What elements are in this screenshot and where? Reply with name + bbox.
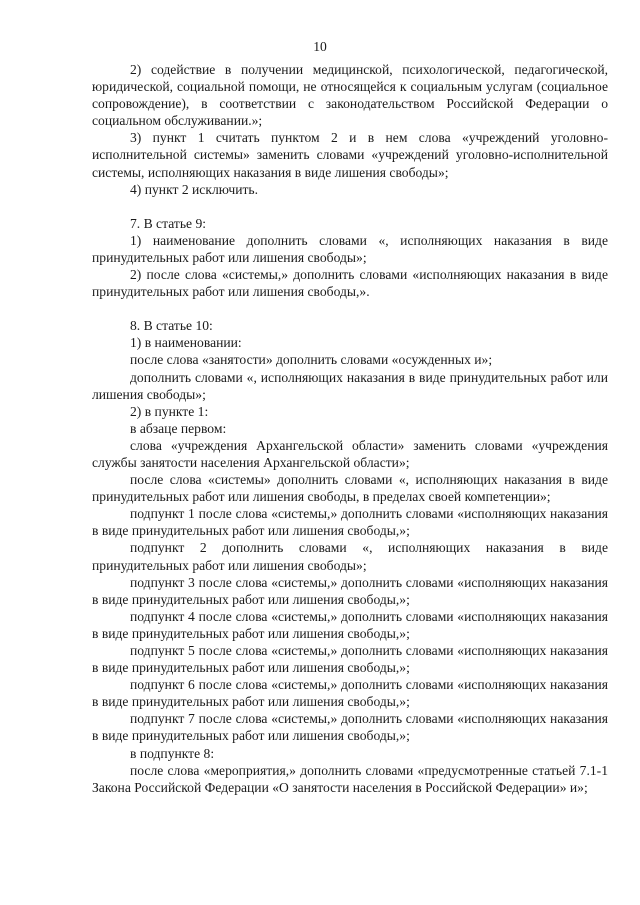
paragraph: после слова «мероприятия,» дополнить словами «предусмотренные статьей 7.1-1 Закона Российской Федерации «О занятости населения в Российской Федерации» и»;: [92, 762, 608, 795]
paragraph: слова «учреждения Архангельской области» заменить словами «учреждения службы занятости населения Архангельской области»;: [92, 437, 608, 470]
paragraph: подпункт 6 после слова «системы,» дополнить словами «исполняющих наказания в виде принудительных работ или лишения свободы,»;: [92, 677, 608, 710]
paragraph: в подпункте 8:: [130, 745, 215, 761]
paragraph: 2) в пункте 1:: [130, 403, 209, 419]
page-number: 10: [313, 39, 327, 54]
paragraph: 1) наименование дополнить словами «, исполняющих наказания в виде принудительных работ или лишения свободы»;: [92, 232, 608, 265]
paragraph: в абзаце первом:: [130, 420, 227, 436]
document-body: [92, 61, 608, 796]
paragraph: подпункт 5 после слова «системы,» дополнить словами «исполняющих наказания в виде принудительных работ или лишения свободы,»;: [92, 643, 608, 676]
article-heading: 8. В статье 10:: [130, 318, 213, 334]
paragraph: подпункт 7 после слова «системы,» дополнить словами «исполняющих наказания в виде принудительных работ или лишения свободы,»;: [92, 711, 608, 744]
paragraph: после слова «системы» дополнить словами «, исполняющих наказания в виде принудительных работ или лишения свободы, в пределах своей компетенции»;: [92, 472, 608, 505]
paragraph: подпункт 2 дополнить словами «, исполняющих наказания в виде принудительных работ или лишения свободы»;: [92, 540, 608, 573]
paragraph: дополнить словами «, исполняющих наказания в виде принудительных работ или лишения свободы»;: [92, 369, 608, 402]
paragraph: 2) после слова «системы,» дополнить словами «исполняющих наказания в виде принудительных работ или лишения свободы,».: [92, 267, 608, 300]
paragraph: подпункт 4 после слова «системы,» дополнить словами «исполняющих наказания в виде принудительных работ или лишения свободы,»;: [92, 608, 608, 641]
paragraph: после слова «занятости» дополнить словами «осужденных и»;: [130, 352, 493, 368]
paragraph: подпункт 3 после слова «системы,» дополнить словами «исполняющих наказания в виде принудительных работ или лишения свободы,»;: [92, 574, 608, 607]
paragraph: подпункт 1 после слова «системы,» дополнить словами «исполняющих наказания в виде принудительных работ или лишения свободы,»;: [92, 506, 608, 539]
paragraph: 3) пункт 1 считать пунктом 2 и в нем слова «учреждений уголовно-исполнительной системы» заменить словами «учреждений уголовно-исполнительной системы, исполняющих наказания в виде лишения свободы»;: [92, 130, 608, 180]
paragraph: 1) в наименовании:: [130, 335, 242, 351]
article-heading: 7. В статье 9:: [130, 215, 207, 231]
paragraph: 4) пункт 2 исключить.: [130, 181, 259, 197]
paragraph: 2) содействие в получении медицинской, психологической, педагогической, юридической, социальной помощи, не относящейся к социальным услугам (социальное сопровождение), в соответствии с законодательством Российской Федерации о социальном обслуживании.»;: [92, 62, 608, 129]
